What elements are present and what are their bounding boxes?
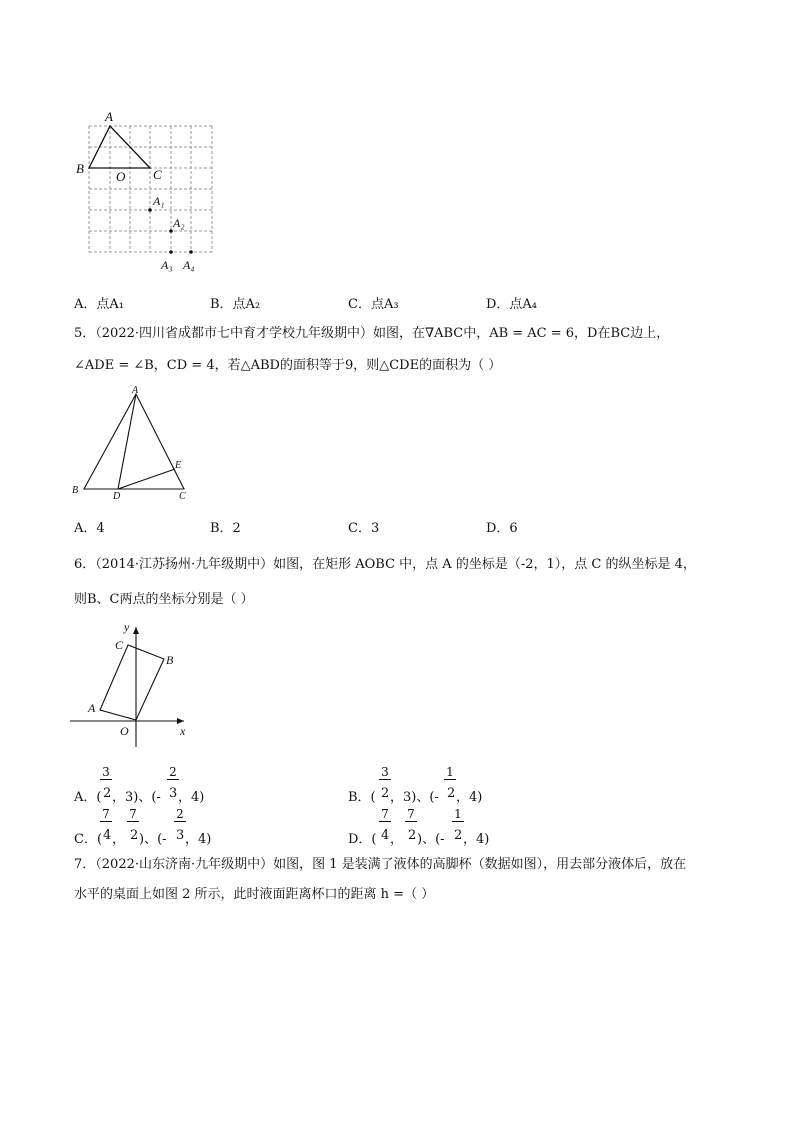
q5-option-d[interactable]: D．6 [486, 521, 518, 536]
q5-label-c: C [179, 491, 186, 502]
label-a1: A₁ [153, 194, 165, 208]
point-a3 [169, 250, 173, 254]
q4-grid-figure [72, 105, 222, 275]
q6-label-y: y [124, 620, 130, 634]
q5-option-a[interactable]: A．4 [74, 521, 105, 536]
q5-stem-line1: 5．（2022·四川省成都市七中育才学校九年级期中）如图，在∇ABC中，AB = AC = 6，D在BC边上， [74, 326, 670, 341]
frac-num: 3 [102, 765, 110, 779]
q5-triangle-figure [68, 383, 198, 503]
q6-stem-line2: 则B、C两点的坐标分别是（ ） [74, 592, 254, 607]
q5-label-b: B [72, 485, 79, 496]
q7-stem-line2: 水平的桌面上如图 2 所示，此时液面距离杯口的距离 h =（ ） [74, 887, 435, 902]
q5-label-a: A [132, 385, 139, 396]
q6-label-c: C [115, 638, 124, 652]
label-a: A [105, 109, 113, 124]
q4-option-a[interactable]: A．点A₁ [74, 297, 124, 312]
q5-stem-line2: ∠ADE = ∠B，CD = 4，若△ABD的面积等于9，则△CDE的面积为（ ） [74, 358, 502, 373]
point-a4 [189, 250, 193, 254]
q5-option-b[interactable]: B．2 [210, 521, 241, 536]
label-a2: A₂ [173, 216, 185, 230]
q4-option-c[interactable]: C．点A₃ [348, 297, 399, 312]
q4-option-d[interactable]: D．点A₄ [486, 297, 538, 312]
q6-label-x: x [180, 724, 186, 738]
q6-label-b: B [166, 653, 174, 667]
label-a4: A₄ [183, 258, 195, 272]
point-a1 [148, 208, 152, 212]
label-b: B [76, 161, 84, 176]
label-o: O [116, 169, 126, 184]
label-c: C [153, 167, 162, 182]
q6-stem-line1: 6．（2014·江苏扬州·九年级期中）如图，在矩形 AOBC 中，点 A 的坐标是（-2，1），点 C 的纵坐标是 4， [74, 557, 696, 572]
q4-option-b[interactable]: B．点A₂ [210, 297, 261, 312]
q7-stem-line1: 7．（2022·山东济南·九年级期中）如图，图 1 是装满了液体的高脚杯（数据如图），用去部分液体后，放在 [74, 857, 687, 872]
q6-coordinate-figure [68, 617, 198, 747]
q5-label-e: E [175, 460, 182, 471]
q5-option-c[interactable]: C．3 [348, 521, 380, 536]
q6-label-a: A [88, 701, 96, 715]
q6-label-o: O [120, 724, 129, 738]
label-a3: A₃ [161, 258, 173, 272]
q5-label-d: D [113, 491, 121, 502]
